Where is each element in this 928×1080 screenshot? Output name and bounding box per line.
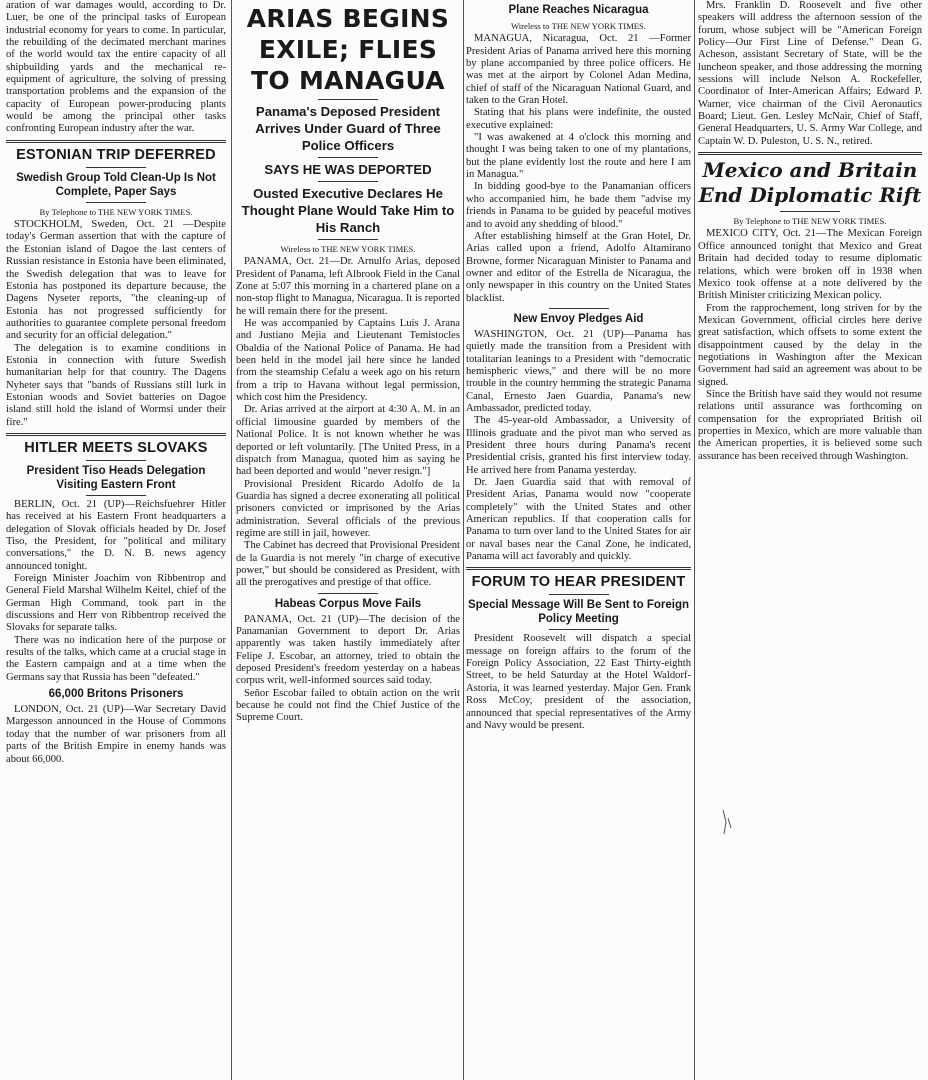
- plane-credit: Wireless to THE NEW YORK TIMES.: [511, 21, 646, 31]
- paragraph: PANAMA, Oct. 21 (UP)—The decision of the Panamanian Government to deport Dr. Arias apparently was taken hastily immediately after Felipe J. Escobar, an attorney, tried to obtain the deposed President's freedom yesterday on a habeas corpus writ, well-informed sources said today.: [236, 613, 460, 687]
- column-rule: [694, 0, 695, 1080]
- paragraph: After establishing himself at the Gran Hotel, Dr. Arias called upon a friend, Adolfo Altamirano Browne, former Nicaraguan Minister to Panama and owner and editor of the Estrella de Nicaragua, the only newspaper in this country on the United States blacklist.: [466, 230, 691, 304]
- forum-headline: FORUM TO HEAR PRESIDENT: [471, 574, 686, 591]
- habeas-headline: Habeas Corpus Move Fails: [274, 597, 422, 610]
- paragraph: Foreign Minister Joachim von Ribbentrop and General Field Marshal Wilhelm Keitel, chief of the German High Command, took part in the discussions and Herr von Ribbentrop received the Slovaks for separate talks.: [6, 573, 226, 634]
- paragraph: "I was awakened at 4 o'clock this morning and thought I was being taken to one of my plantations, but the plane evidently lost the route and here I am in Managua.": [466, 132, 691, 181]
- paragraph: Dr. Jaen Guardia said that with removal of President Arias, Panama would now "cooperate completely" with the United States and other American republics. If that cooperation calls for Panama to turn over land to the United States for air or naval bases near the Canal Zone, he indicated, Panama will act favorably and quickly.: [466, 477, 691, 563]
- divider: [86, 495, 146, 496]
- paragraph: Señor Escobar failed to obtain action on the writ because he could not find the Chief Justice of the Supreme Court.: [236, 687, 460, 724]
- divider: [780, 211, 840, 212]
- plane-headline: Plane Reaches Nicaragua: [508, 4, 649, 16]
- britons-headline: 66,000 Britons Prisoners: [48, 688, 184, 701]
- paragraph: The delegation is to examine conditions in Estonia in connection with future Swedish humanitarian help for that country. The Dagens Nyheter says that "bands of Russians still lurk in Estonian woods and Soviet batteries on Dagoe island still hold the island of Wormsi under their fire.": [6, 342, 226, 428]
- paragraph: The Cabinet has decreed that Provisional President de la Guardia is not merely "in charge of executive power," but should be considered as President, with all the prerogatives and prestige of that office.: [236, 540, 460, 589]
- paragraph: Provisional President Ricardo Adolfo de la Guardia has signed a decree exonerating all political prisoners convicted or imprisoned by the Arias administration. Several officials of the previous regime are still in jail, however.: [236, 478, 460, 539]
- paragraph: President Roosevelt will dispatch a special message on foreign affairs to the forum of the Foreign Policy Association, 22 East Thirty-eighth Street, to be held Saturday at the Hotel Waldorf-Astoria, it was learned yesterday. Major Gen. Frank Ross McCoy, president of the association, announced that special representatives of the Army and Navy would be present.: [466, 633, 691, 731]
- paragraph: BERLIN, Oct. 21 (UP)—Reichsfuehrer Hitler has received at his Eastern Front headquarters a delegation of Slovak officials headed by Dr. Josef Tiso, the President, for "political and military conversations," the D. N. B. news agency announced tonight.: [6, 498, 226, 572]
- estonia-headline: ESTONIAN TRIP DEFERRED: [16, 146, 216, 163]
- divider: [86, 202, 146, 203]
- column-rule: [463, 0, 464, 1080]
- arias-deck-3: Ousted Executive Declares He Thought Plane Would Take Him to His Ranch: [241, 186, 455, 235]
- hitler-headline: HITLER MEETS SLOVAKS: [24, 439, 208, 456]
- mexico-credit: By Telephone to THE NEW YORK TIMES.: [733, 216, 887, 227]
- paragraph: STOCKHOLM, Sweden, Oct. 21 —Despite today's German assertion that with the capture of the Estonian island of Dagoe the last centers of Russian resistance in Estonia have been eliminated, the Swedish delegation that was to leave for Estonia has postponed its departure because, the Dagens Nyseter reports, "the cleaning-up of Estonia has not progressed sufficiently for authorities to guarantee complete personal freedom and security for an official delegation.": [6, 219, 226, 342]
- divider: [318, 157, 378, 158]
- divider: [549, 594, 609, 595]
- divider: [318, 99, 378, 100]
- column-rule: [231, 0, 232, 1080]
- paragraph: MEXICO CITY, Oct. 21—The Mexican Foreign Office announced tonight that Mexico and Great Britain had decided today to resume diplomatic relations, which were broken off in 1938 when Mexico took offense at a note delivered by the British Minister criticizing Mexican policy.: [698, 228, 922, 302]
- continued-article-text: aration of war damages would, according to Dr. Luer, be one of the principal tasks of European industrial economy for years to come. In particular, the rebuilding of the decimated merchant marines of the world would tax the entire capacity of all shipbuilding yards and the mechanical re-equipment of agriculture, the solving of pressing transportation problems and the expansion of the capacity of European power-producing plants would be among the principal other tasks confronting European industry after the war.: [6, 0, 226, 135]
- paragraph: He was accompanied by Captains Luis J. Arana and Justiano Mejia and Lieutenant Temistocles Obaldia of the National Police of Panama. He had been held in the model jail here since he landed from the steamship Cefalu a week ago on his return from a trip to Havana without legal permission, which cost him the Presidency.: [236, 318, 460, 404]
- paragraph: WASHINGTON, Oct. 21 (UP)—Panama has quietly made the transition from a President with totalitarian leanings to a President with "democratic hemispheric views," and there will be no more trouble in the country hemming the strategic Panama Canal, Ernesto Jaen Guardia, Panama's new Ambassador, predicted today.: [466, 328, 691, 414]
- hitler-deck: President Tiso Heads Delegation Visiting Eastern Front: [26, 464, 206, 491]
- estonia-credit: By Telephone to THE NEW YORK TIMES.: [39, 206, 193, 217]
- divider: [86, 460, 146, 461]
- arias-headline: ARIAS BEGINS EXILE; FLIES TO MANAGUA: [246, 4, 450, 95]
- column-3: [466, 0, 691, 732]
- arias-deck-1: Panama's Deposed President Arrives Under Guard of Three Police Officers: [255, 104, 441, 153]
- arias-deck-2: SAYS HE WAS DEPORTED: [264, 162, 432, 177]
- paragraph: From the rapprochement, long striven for by the Mexican Government, official circles here derive great satisfaction, which offsets to some extent the disappointment caused by the delay in the negotiations in Washington after the Mexican Government had said an agreement was about to be signed.: [698, 302, 922, 388]
- divider: [318, 239, 378, 240]
- arias-credit: Wireless to THE NEW YORK TIMES.: [280, 244, 416, 254]
- divider: [318, 593, 378, 594]
- divider: [549, 629, 609, 630]
- paragraph: Since the British have said they would not resume relations until assurance was forthcoming on compensation for the expropriated British oil properties in Mexico, which are more valuable than the American properties, it is believed some such assurance has been received through Washington.: [698, 388, 922, 462]
- paragraph: The 45-year-old Ambassador, a University of Illinois graduate and the pivot man who served as President three hours during Panama's recent Presidential crisis, granted his first interview today. He arrived here from Panama yesterday.: [466, 415, 691, 476]
- paragraph: MANAGUA, Nicaragua, Oct. 21 —Former President Arias of Panama arrived here this morning by plane accompanied by three police officers. He was met at the airport by Colonel Adan Medina, chief of staff of the Nicaraguan National Guard, and taken to the Gran Hotel.: [466, 33, 691, 107]
- paragraph: Stating that his plans were indefinite, the ousted executive explained:: [466, 107, 691, 131]
- column-2: [236, 0, 460, 725]
- pencil-mark: [720, 808, 734, 838]
- forum-deck: Special Message Will Be Sent to Foreign Policy Meeting: [467, 599, 689, 626]
- column-1: [6, 0, 226, 766]
- divider: [466, 567, 691, 570]
- mexico-headline: Mexico and Britain End Diplomatic Rift: [698, 158, 922, 208]
- forum-continued-text: Mrs. Franklin D. Roosevelt and five other speakers will address the afternoon session of the forum, whose subject will be "American Foreign Policy—Our First Line of Defense." Dean G. Acheson, assistant Secretary of State, will be the luncheon speaker, and those addressing the morning sessions will include Nelson A. Rockefeller, Coordinator of Inter-American Affairs; Edward P. Warner, vice chairman of the Civil Aeronautics Board; Lieut. Gen. Lesley McNair, Chief of Staff, General Headquarters, U. S. Army War College, and Captain W. D. Puleston, U. S. N., retired.: [698, 0, 922, 147]
- envoy-headline: New Envoy Pledges Aid: [513, 312, 644, 325]
- paragraph: In bidding good-bye to the Panamanian officers who accompanied him, he bade them "advise my friends in Panama to be guided by peaceful motives and to avoid any shedding of blood.": [466, 181, 691, 230]
- divider: [6, 433, 226, 436]
- divider: [549, 308, 609, 309]
- divider: [86, 167, 146, 168]
- paragraph: PANAMA, Oct. 21—Dr. Arnulfo Arias, deposed President of Panama, left Albrook Field in the Canal Zone at 5:07 this morning in a chartered plane on a non-stop flight to Managua, Nicaragua. It is reported he will remain there for the present.: [236, 256, 460, 317]
- paragraph: There was no indication here of the purpose or results of the talks, which came at a crucial stage in the Eastern campaign and at a time when the Germans say that Russia has been "defeated.": [6, 634, 226, 683]
- estonia-deck: Swedish Group Told Clean-Up Is Not Complete, Paper Says: [16, 171, 216, 198]
- divider: [318, 181, 378, 182]
- paragraph: Dr. Arias arrived at the airport at 4:30 A. M. in an official limousine guarded by members of the National Police. It is not known whether he was deported or left voluntarily. [The United Press, in a dispatch from Managua, quoted him as saying he had been deported and would "never resign."]: [236, 404, 460, 478]
- paragraph: LONDON, Oct. 21 (UP)—War Secretary David Margesson announced in the House of Commons today that the number of war prisoners from all parts of the British Empire in enemy hands was about 66,000.: [6, 704, 226, 765]
- column-4: [698, 0, 922, 463]
- divider: [698, 152, 922, 155]
- divider: [6, 140, 226, 143]
